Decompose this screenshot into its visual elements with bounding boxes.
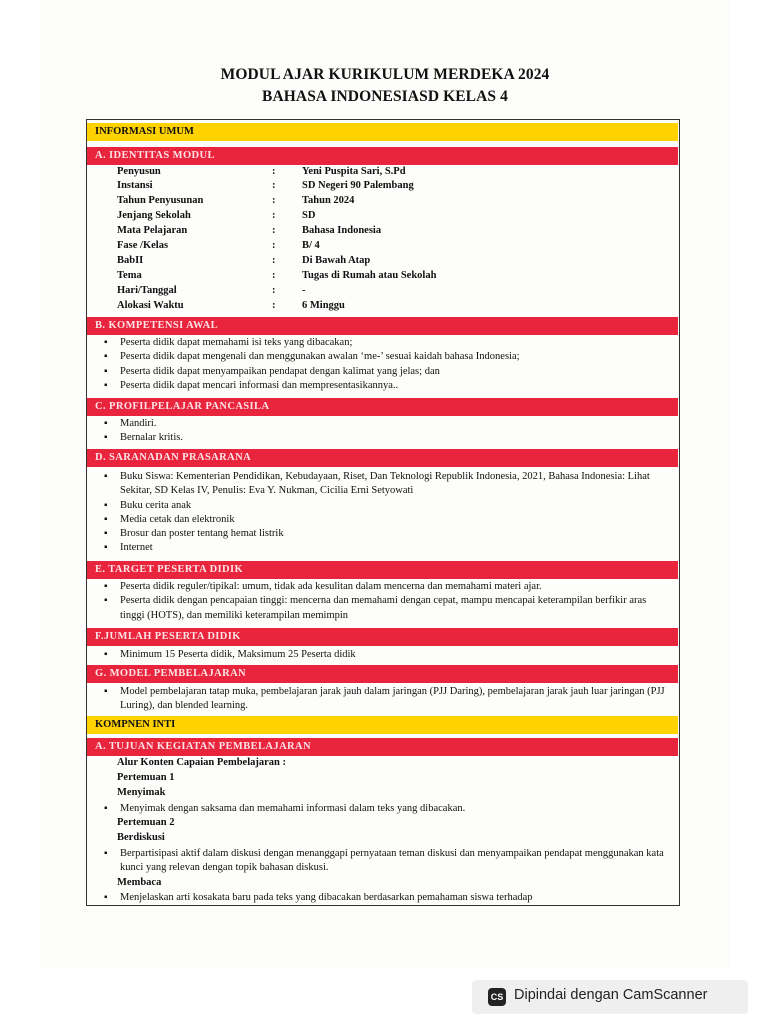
alur-konten-heading: Alur Konten Capaian Pembelajaran : — [117, 757, 286, 768]
identitas-row: Alokasi Waktu : 6 Minggu — [117, 300, 345, 311]
section-sarana-prasarana: D. SARANADAN PRASARANA — [87, 449, 678, 467]
list-item: ▪ Peserta didik dapat mencari informasi dan mempresentasikannya.. — [102, 379, 672, 393]
list-item: ▪ Peserta didik dengan pencapaian tinggi: mencerna dan memahami dengan cepat, mampu mencapai keterampilan berfikir aras tinggi (HOTS), dan memiliki keterampilan memimpin — [102, 594, 672, 623]
identitas-row: Tema : Tugas di Rumah atau Sekolah — [117, 270, 437, 281]
list-item: ▪ Bernalar kritis. — [102, 431, 672, 445]
list-item: ▪ Peserta didik reguler/tipikal: umum, tidak ada kesulitan dalam mencerna dan memahami materi ajar. — [102, 580, 672, 594]
identitas-row: Tahun Penyusunan : Tahun 2024 — [117, 195, 355, 206]
section-jumlah-peserta-didik: F.JUMLAH PESERTA DIDIK — [87, 628, 678, 646]
menyimak-heading: Menyimak — [117, 787, 166, 798]
identitas-row: Hari/Tanggal : - — [117, 285, 306, 296]
camscanner-label: Dipindai dengan CamScanner — [514, 987, 708, 1003]
camscanner-logo-icon: CS — [488, 988, 506, 1006]
list-item: ▪ Peserta didik dapat memahami isi teks yang dibacakan; — [102, 336, 672, 350]
list-item: ▪ Menjelaskan arti kosakata baru pada teks yang dibacakan berdasarkan pemahaman siswa terhadap — [102, 891, 672, 905]
list-item: ▪ Buku cerita anak — [102, 499, 672, 513]
identitas-row: BabII : Di Bawah Atap — [117, 255, 371, 266]
jumlah-list — [102, 648, 672, 662]
list-item: ▪ Mandiri. — [102, 417, 672, 431]
list-item: ▪ Minimum 15 Peserta didik, Maksimum 25 Peserta didik — [102, 648, 672, 662]
identitas-row: Mata Pelajaran : Bahasa Indonesia — [117, 225, 382, 236]
section-profil-pelajar-pancasila: C. PROFILPELAJAR PANCASILA — [87, 398, 678, 416]
membaca-heading: Membaca — [117, 877, 162, 888]
menyimak-list — [102, 802, 672, 816]
sarana-list — [102, 470, 672, 556]
identitas-row: Fase /Kelas : B/ 4 — [117, 240, 320, 251]
list-item: ▪ Peserta didik dapat mengenali dan menggunakan awalan ‘me-’ sesuai kaidah bahasa Indonesia; — [102, 350, 672, 364]
document-title: MODUL AJAR KURIKULUM MERDEKA 2024 — [220, 66, 550, 83]
identitas-row: Jenjang Sekolah : SD — [117, 210, 316, 221]
model-list — [102, 685, 672, 714]
pertemuan-1-heading: Pertemuan 1 — [117, 772, 175, 783]
list-item: ▪ Internet — [102, 541, 672, 555]
section-model-pembelajaran: G. MODEL PEMBELAJARAN — [87, 665, 678, 683]
section-kompetensi-awal: B. KOMPETENSI AWAL — [87, 317, 678, 335]
list-item: ▪ Berpartisipasi aktif dalam diskusi dengan menanggapi pernyataan teman diskusi dan menyampaikan pendapat menggunakan kata kunci yang relevan dengan topik bahasan diskusi. — [102, 847, 672, 876]
kompetensi-awal-list — [102, 336, 672, 393]
list-item: ▪ Menyimak dengan saksama dan memahami informasi dalam teks yang dibacakan. — [102, 802, 672, 816]
identitas-row: Instansi : SD Negeri 90 Palembang — [117, 180, 414, 191]
section-informasi-umum: INFORMASI UMUM — [87, 123, 678, 141]
section-target-peserta-didik: E. TARGET PESERTA DIDIK — [87, 561, 678, 579]
berdiskusi-list — [102, 847, 672, 876]
list-item: ▪ Model pembelajaran tatap muka, pembelajaran jarak jauh dalam jaringan (PJJ Daring), pembelajaran jarak jauh luar jaringan (PJJ Luring), dan blended learning. — [102, 685, 672, 714]
pertemuan-2-heading: Pertemuan 2 — [117, 817, 175, 828]
berdiskusi-heading: Berdiskusi — [117, 832, 165, 843]
membaca-list — [102, 891, 672, 905]
list-item: ▪ Media cetak dan elektronik — [102, 513, 672, 527]
section-tujuan-kegiatan: A. TUJUAN KEGIATAN PEMBELAJARAN — [87, 738, 678, 756]
list-item: ▪ Peserta didik dapat menyampaikan pendapat dengan kalimat yang jelas; dan — [102, 365, 672, 379]
identitas-row: Penyusun : Yeni Puspita Sari, S.Pd — [117, 166, 406, 177]
profil-list — [102, 417, 672, 446]
section-identitas-modul: A. IDENTITAS MODUL — [87, 147, 678, 165]
list-item: ▪ Buku Siswa: Kementerian Pendidikan, Kebudayaan, Riset, Dan Teknologi Republik Indonesia, 2021, Bahasa Indonesia: Lihat Sekitar, SD Kelas IV, Penulis: Eva Y. Nukman, Cicilia Erni Setyowati — [102, 470, 672, 499]
list-item: ▪ Brosur dan poster tentang hemat listrik — [102, 527, 672, 541]
target-list — [102, 580, 672, 623]
section-komponen-inti: KOMPNEN INTI — [87, 716, 678, 734]
document-subtitle: BAHASA INDONESIASD KELAS 4 — [262, 88, 508, 105]
